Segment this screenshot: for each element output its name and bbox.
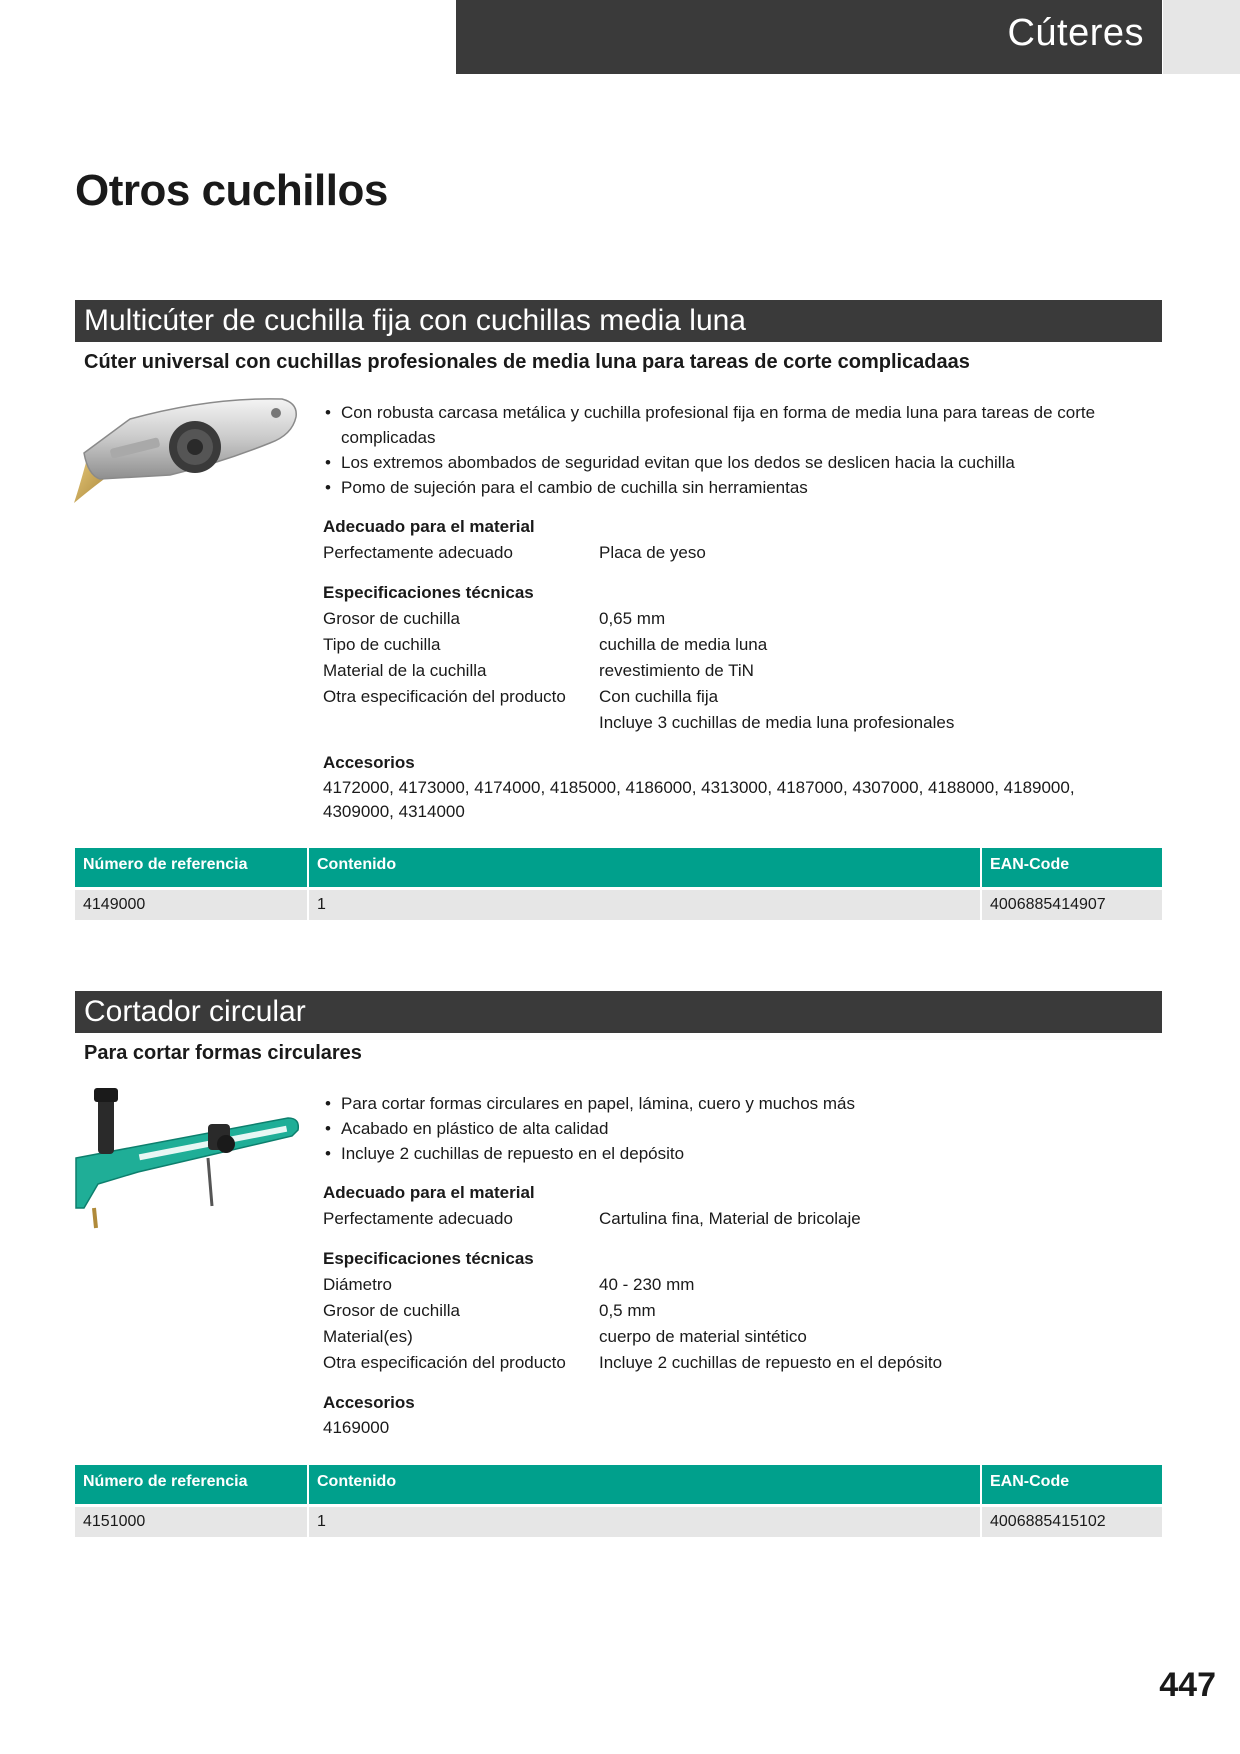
section-title: Multicúter de cuchilla fija con cuchillas media luna — [75, 300, 1162, 342]
feature-list — [323, 1091, 1123, 1166]
accessories-heading: Accesorios — [323, 753, 415, 772]
col-header-content: Contenido — [308, 1465, 981, 1505]
col-header-content: Contenido — [308, 848, 981, 888]
col-header-reference: Número de referencia — [75, 1465, 308, 1505]
product-details — [323, 400, 1123, 824]
spec-value: 40 - 230 mm — [599, 1275, 695, 1294]
spec-value: Incluye 2 cuchillas de repuesto en el depósito — [599, 1353, 943, 1372]
reference-table — [75, 848, 1162, 920]
feature-item: • Incluye 2 cuchillas de repuesto en el depósito — [323, 1141, 1123, 1166]
material-value: Cartulina fina, Material de bricolaje — [599, 1209, 861, 1228]
spec-key: Material de la cuchilla — [323, 661, 487, 680]
table-header-row — [75, 848, 1162, 888]
spec-value: Incluye 3 cuchillas de media luna profesionales — [599, 713, 955, 732]
spec-row — [323, 1272, 1123, 1298]
spec-value: Con cuchilla fija — [599, 687, 719, 706]
spec-row — [323, 1324, 1123, 1350]
spec-row — [323, 1298, 1123, 1324]
col-header-ean: EAN-Code — [981, 1465, 1162, 1505]
spec-key: Material(es) — [323, 1327, 413, 1346]
feature-item: • Los extremos abombados de seguridad evitan que los dedos se deslicen hacia la cuchilla — [323, 450, 1123, 475]
table-row — [75, 888, 1162, 920]
feature-item: • Para cortar formas circulares en papel, lámina, cuero y muchos más — [323, 1091, 1123, 1116]
page-number: 447 — [1159, 1666, 1216, 1704]
spec-key — [323, 710, 599, 736]
table-header-row — [75, 1465, 1162, 1505]
spec-key: Grosor de cuchilla — [323, 609, 461, 628]
spec-key: Otra especificación del producto — [323, 1353, 566, 1372]
category-header — [456, 0, 1162, 74]
col-header-ean: EAN-Code — [981, 848, 1162, 888]
material-heading: Adecuado para el material — [323, 1183, 535, 1202]
accessories-list: 4169000 — [323, 1418, 390, 1437]
spec-key: Tipo de cuchilla — [323, 635, 441, 654]
feature-item: • Acabado en plástico de alta calidad — [323, 1116, 1123, 1141]
spec-key: Diámetro — [323, 1275, 392, 1294]
spec-value: revestimiento de TiN — [599, 661, 754, 680]
accessories-heading: Accesorios — [323, 1393, 415, 1412]
feature-item: • Pomo de sujeción para el cambio de cuchilla sin herramientas — [323, 475, 1123, 500]
spec-key: Grosor de cuchilla — [323, 1301, 461, 1320]
spec-value: cuerpo de material sintético — [599, 1327, 807, 1346]
feature-item: • Con robusta carcasa metálica y cuchilla profesional fija en forma de media luna para tareas de corte complicadas — [323, 400, 1123, 450]
utility-knife-image — [70, 395, 302, 507]
spec-row — [323, 606, 1123, 632]
material-value: Placa de yeso — [599, 543, 706, 562]
material-row — [323, 1206, 1123, 1232]
spec-value: cuchilla de media luna — [599, 635, 768, 654]
section-title: Cortador circular — [75, 991, 1162, 1033]
circle-cutter-image — [68, 1088, 304, 1236]
section-subtitle: Cúter universal con cuchillas profesionales de media luna para tareas de corte complicadaas — [84, 351, 970, 373]
specs-heading: Especificaciones técnicas — [323, 583, 534, 602]
material-heading: Adecuado para el material — [323, 517, 535, 536]
accessories-list: 4172000, 4173000, 4174000, 4185000, 4186000, 4313000, 4187000, 4307000, 4188000, 4189000, 4309000, 4314000 — [323, 778, 1075, 821]
spec-key: Otra especificación del producto — [323, 687, 566, 706]
table-row — [75, 1505, 1162, 1537]
feature-list — [323, 400, 1123, 500]
category-tab — [1163, 0, 1240, 74]
col-header-reference: Número de referencia — [75, 848, 308, 888]
page-title: Otros cuchillos — [75, 166, 388, 215]
spec-value: 0,5 mm — [599, 1301, 656, 1320]
spec-row — [323, 658, 1123, 684]
category-title: Cúteres — [1007, 12, 1144, 54]
spec-row — [323, 710, 1123, 736]
cell-reference: 4149000 — [75, 888, 308, 920]
spec-row — [323, 1350, 1123, 1376]
reference-table — [75, 1465, 1162, 1537]
spec-row — [323, 684, 1123, 710]
material-key: Perfectamente adecuado — [323, 1209, 513, 1228]
specs-heading: Especificaciones técnicas — [323, 1249, 534, 1268]
cell-content: 1 — [308, 888, 981, 920]
section-subtitle: Para cortar formas circulares — [84, 1042, 362, 1064]
material-row — [323, 540, 1123, 566]
cell-ean: 4006885414907 — [981, 888, 1162, 920]
spec-value: 0,65 mm — [599, 609, 666, 628]
product-details — [323, 1091, 1123, 1440]
spec-row — [323, 632, 1123, 658]
cell-content: 1 — [308, 1505, 981, 1537]
material-key: Perfectamente adecuado — [323, 543, 513, 562]
cell-reference: 4151000 — [75, 1505, 308, 1537]
cell-ean: 4006885415102 — [981, 1505, 1162, 1537]
